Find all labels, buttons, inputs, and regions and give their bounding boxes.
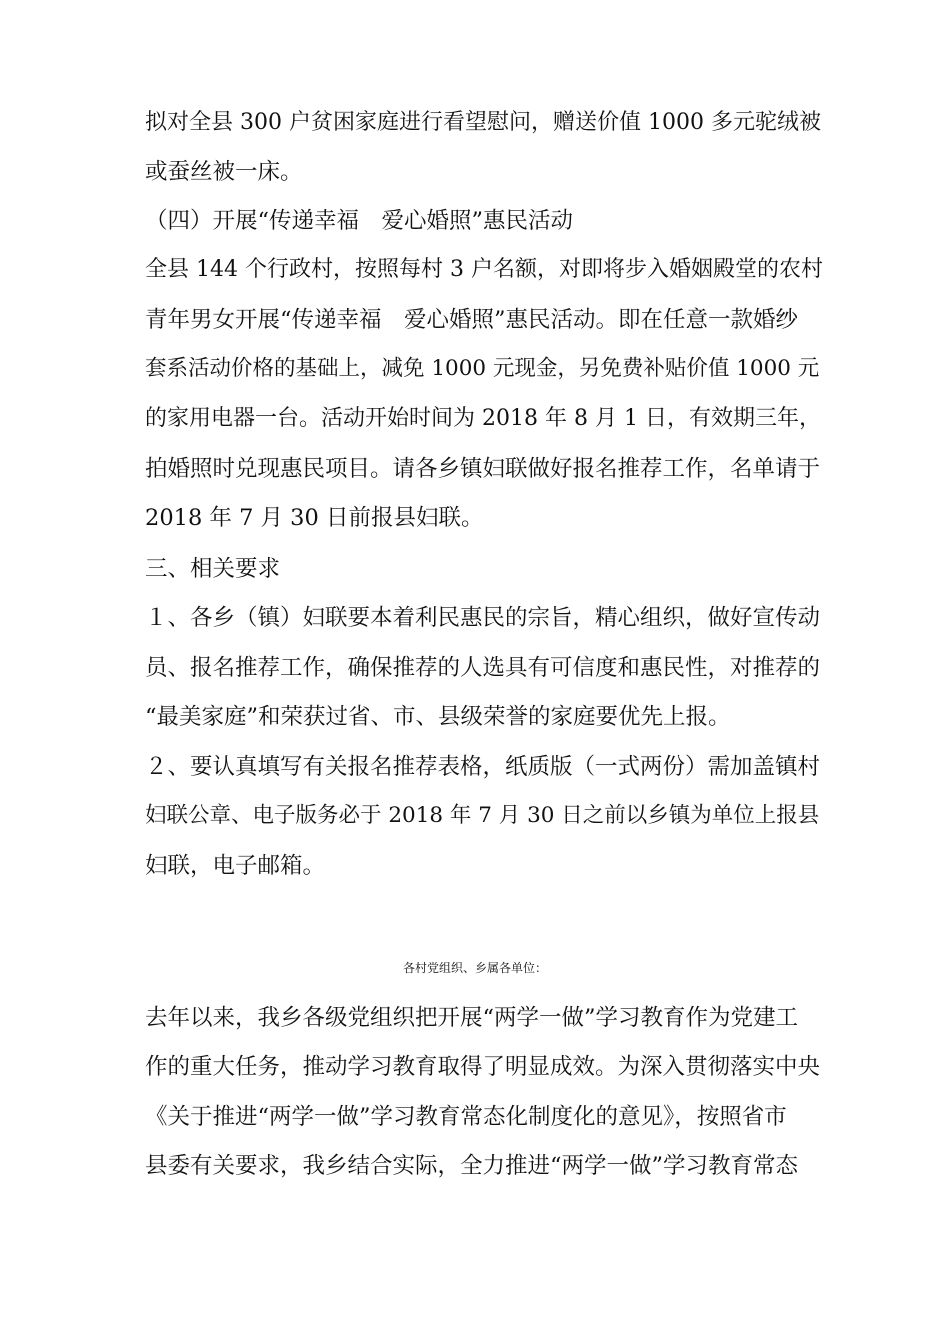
- paragraph-line: 妇联公章、电子版务必于 2018 年 7 月 30 日之前以乡镇为单位上报县: [145, 803, 820, 828]
- section-heading: 三、相关要求: [145, 556, 281, 582]
- paragraph-line: “最美家庭”和荣获过省、市、县级荣誉的家庭要优先上报。: [145, 704, 731, 730]
- salutation-heading: 各村党组织、乡属各单位：: [402, 961, 547, 975]
- paragraph-line: 去年以来，我乡各级党组织把开展“两学一做”学习教育作为党建工: [145, 1005, 799, 1031]
- paragraph-line: 作的重大任务，推动学习教育取得了明显成效。为深入贯彻落实中央: [145, 1054, 821, 1080]
- paragraph-line: ２、要认真填写有关报名推荐表格，纸质版（一式两份）需加盖镇村: [145, 754, 821, 780]
- section-heading: （四）开展“传递幸福 爱心婚照”惠民活动: [145, 208, 574, 234]
- paragraph-line: 《关于推进“两学一做”学习教育常态化制度化的意见》，按照省市: [145, 1104, 787, 1130]
- paragraph-line: 的家用电器一台。活动开始时间为 2018 年 8 月 1 日，有效期三年，: [145, 406, 821, 431]
- paragraph-line: 青年男女开展“传递幸福 爱心婚照”惠民活动。即在任意一款婚纱: [145, 307, 799, 333]
- paragraph-line: 套系活动价格的基础上，减免 1000 元现金，另免费补贴价值 1000 元: [145, 356, 820, 381]
- paragraph-line: 员、报名推荐工作，确保推荐的人选具有可信度和惠民性，对推荐的: [145, 655, 821, 681]
- paragraph-line: 拍婚照时兑现惠民项目。请各乡镇妇联做好报名推荐工作，名单请于: [145, 456, 821, 482]
- paragraph-line: 全县 144 个行政村，按照每村 3 户名额，对即将步入婚姻殿堂的农村: [145, 257, 823, 282]
- paragraph-line: １、各乡（镇）妇联要本着利民惠民的宗旨，精心组织，做好宣传动: [145, 605, 821, 631]
- paragraph-line: 县委有关要求，我乡结合实际，全力推进“两学一做”学习教育常态: [145, 1153, 799, 1179]
- paragraph-line: 2018 年 7 月 30 日前报县妇联。: [145, 505, 484, 531]
- paragraph-line: 妇联，电子邮箱。: [145, 853, 326, 879]
- paragraph-line: 或蚕丝被一床。: [145, 159, 303, 185]
- paragraph-line: 拟对全县 300 户贫困家庭进行看望慰问，赠送价值 1000 多元驼绒被: [145, 110, 821, 135]
